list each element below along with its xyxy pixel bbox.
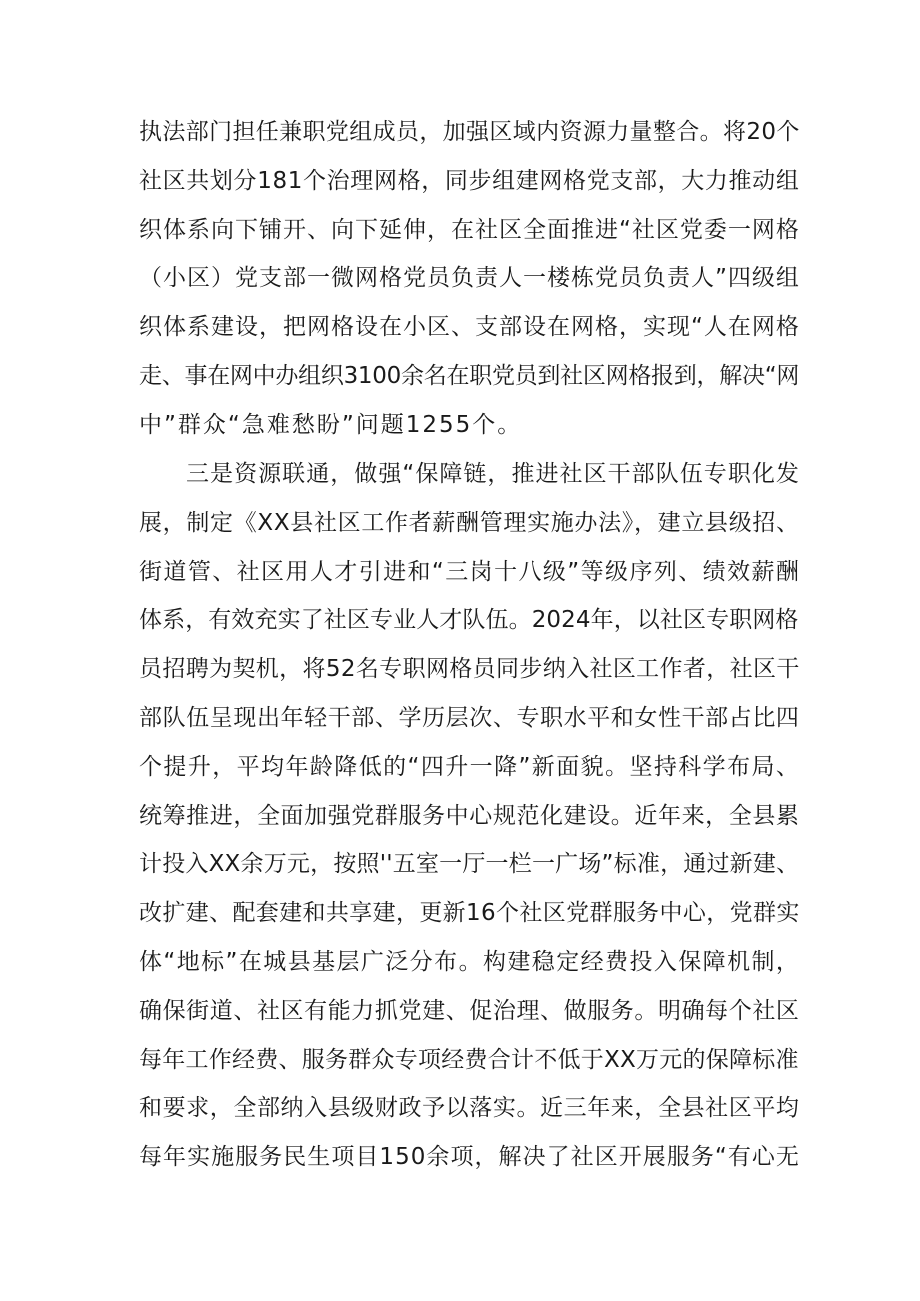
text-line: 走、事在网中办组织3100余名在职党员到社区网格报到，解决“网 (139, 363, 800, 389)
text-line: 街道管、社区用人才引进和“三岗十八级”等级序列、绩效薪酬 (139, 558, 801, 585)
text-line: 计投入XX余万元，按照''五室一厅一栏一广场”标准，通过新建、 (139, 851, 800, 878)
text-line: 员招聘为契机，将52名专职网格员同步纳入社区工作者，社区干 (139, 656, 800, 683)
text-line: 和要求，全部纳入县级财政予以落实。近三年来，全县社区平均 (139, 1095, 800, 1122)
text-line: 体系，有效充实了社区专业人才队伍。2024年，以社区专职网格 (139, 607, 799, 634)
text-line: 统筹推进，全面加强党群服务中心规范化建设。近年来，全县累 (139, 802, 800, 829)
text-line: 展，制定《XX县社区工作者薪酬管理实施办法》，建立县级招、 (139, 509, 800, 536)
text-line: 执法部门担任兼职党组成员，加强区域内资源力量整合。将20个 (139, 119, 800, 145)
text-line: 改扩建、配套建和共享建，更新16个社区党群服务中心，党群实 (139, 900, 800, 927)
text-line: 中”群众“急难愁盼”问题1255个。 (139, 411, 523, 438)
text-line: 个提升，平均年龄降低的“四升一降”新面貌。坚持科学布局、 (139, 753, 801, 780)
text-line: 每年实施服务民生项目150余项，解决了社区开展服务“有心无 (139, 1144, 800, 1171)
text-line: 确保街道、社区有能力抓党建、促治理、做服务。明确每个社区 (139, 997, 800, 1024)
text-line: 三是资源联通，做强“保障链，推进社区干部队伍专职化发 (186, 461, 800, 487)
text-line: （小区）党支部一微网格党员负责人一楼栋党员负责人”四级组 (139, 265, 800, 292)
text-line: 部队伍呈现出年轻干部、学历层次、专职水平和女性干部占比四 (139, 705, 800, 731)
text-line: 织体系建设，把网格设在小区、支部设在网格，实现“人在网格 (139, 314, 800, 341)
text-line: 每年工作经费、服务群众专项经费合计不低于XX万元的保障标准 (139, 1046, 799, 1073)
text-line: 织体系向下铺开、向下延伸，在社区全面推进“社区党委一网格 (139, 216, 800, 243)
text-line: 社区共划分181个治理网格，同步组建网格党支部，大力推动组 (139, 167, 800, 194)
text-line: 体“地标”在城县基层广泛分布。构建稳定经费投入保障机制， (139, 949, 801, 975)
